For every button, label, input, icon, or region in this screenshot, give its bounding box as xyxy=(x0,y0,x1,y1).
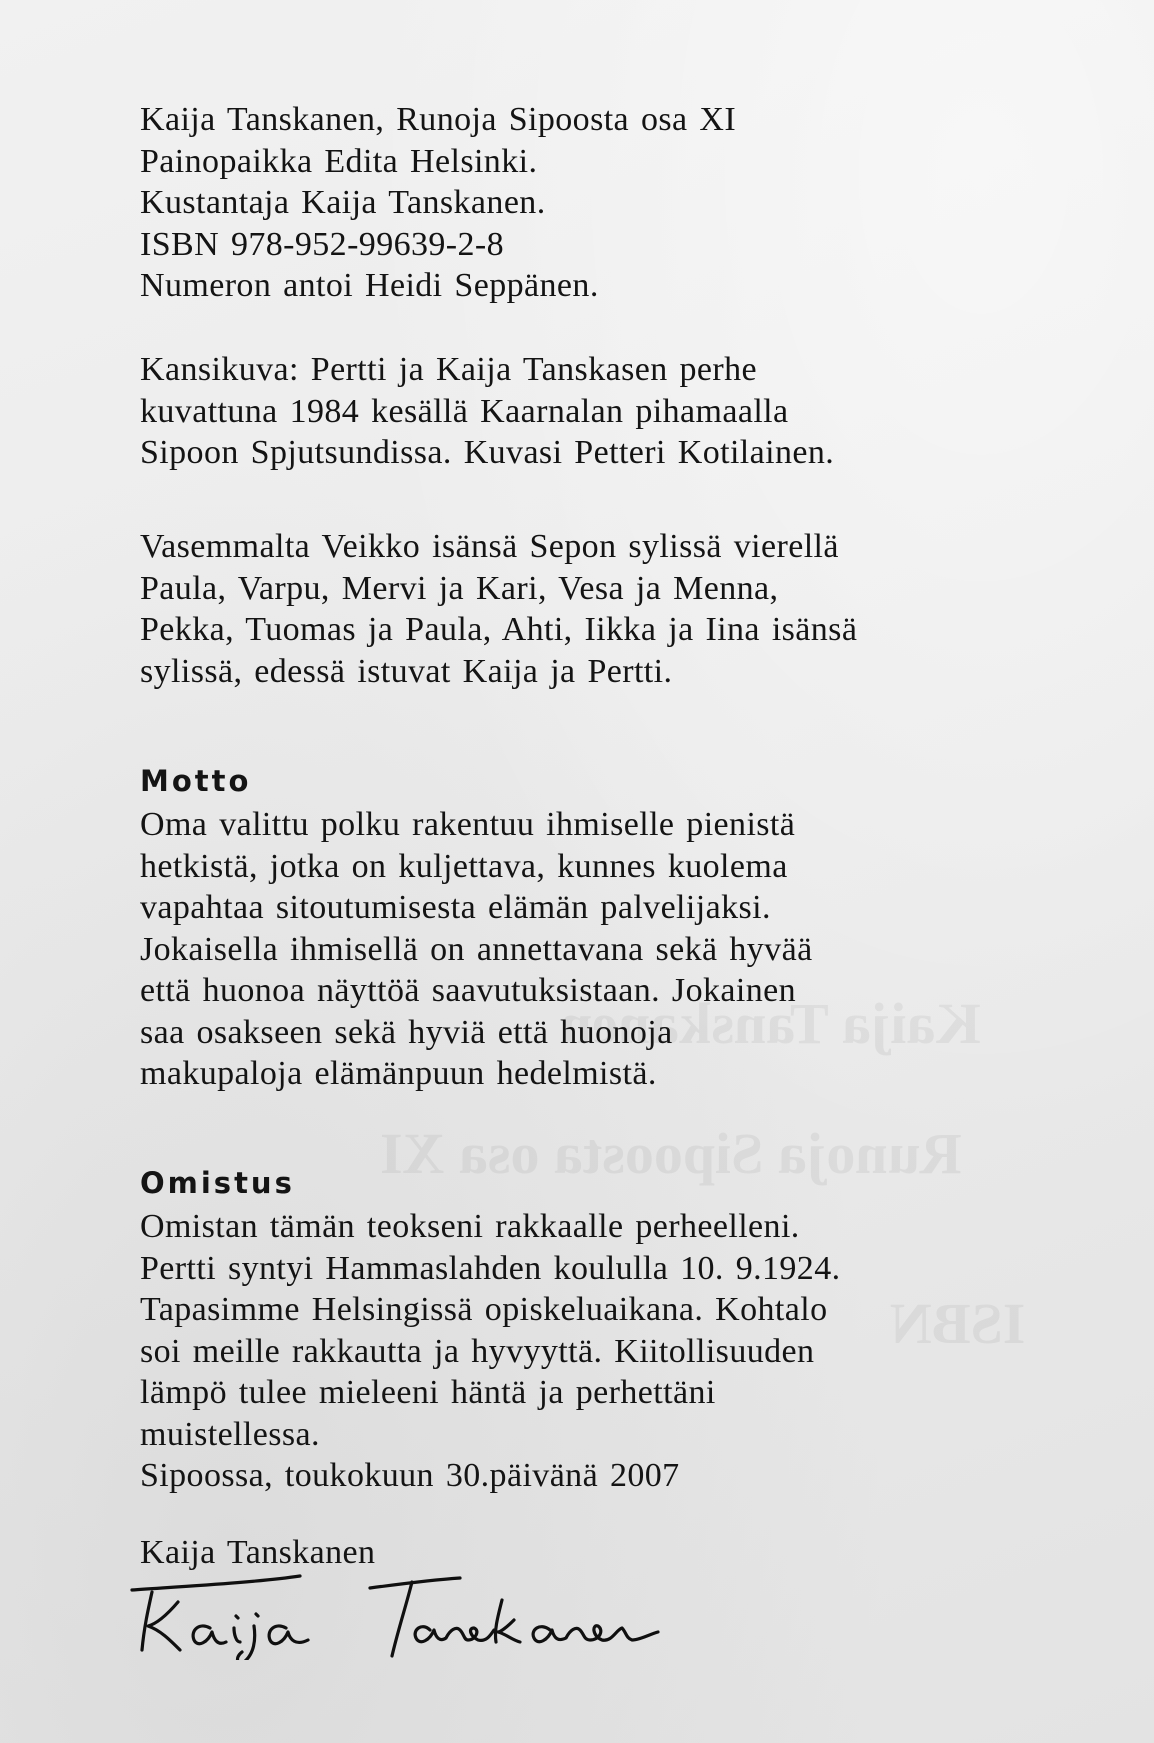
dedication-heading: Omistus xyxy=(140,1166,295,1200)
show-through-title: Kaija Tanskanen xyxy=(560,991,981,1056)
motto-line: Jokaisella ihmisellä on annettavana sekä hyvää xyxy=(140,930,813,968)
author-name-text: Kaija Tanskanen xyxy=(140,1534,376,1571)
cover-caption-block xyxy=(140,349,1040,474)
motto-line: vapahtaa sitoutumisesta elämän palvelijaksi. xyxy=(140,889,771,926)
imprint-line: Painopaikka Edita Helsinki. xyxy=(140,142,538,180)
dedication-line: Sipoossa, toukokuun 30.päivänä 2007 xyxy=(140,1457,680,1494)
cover-caption-line: kuvattuna 1984 kesällä Kaarnalan pihamaalla xyxy=(140,392,789,430)
signature-image xyxy=(130,1570,730,1660)
imprint-line: Kaija Tanskanen, Runoja Sipoosta osa XI xyxy=(140,101,737,138)
dedication-line: soi meille rakkautta ja hyvyyttä. Kiitollisuuden xyxy=(140,1332,815,1370)
motto-block xyxy=(140,804,1040,1095)
motto-line: makupaloja elämänpuun hedelmistä. xyxy=(140,1055,657,1092)
people-block xyxy=(140,526,1040,692)
motto-heading: Motto xyxy=(140,764,252,798)
motto-line: hetkistä, jotka on kuljettava, kunnes kuolema xyxy=(140,847,788,885)
people-line: Pekka, Tuomas ja Paula, Ahti, Iikka ja Iina isänsä xyxy=(140,611,858,648)
dedication-line: Pertti syntyi Hammaslahden koululla 10. 9.1924. xyxy=(140,1249,841,1287)
dedication-line: muistellessa. xyxy=(140,1415,320,1453)
cover-caption-line: Kansikuva: Pertti ja Kaija Tanskasen perhe xyxy=(140,351,758,388)
imprint-line: ISBN 978-952-99639-2-8 xyxy=(140,225,505,263)
dedication-line: lämpö tulee mieleeni häntä ja perhettäni xyxy=(140,1374,716,1411)
people-line: Paula, Varpu, Mervi ja Kari, Vesa ja Menna, xyxy=(140,569,779,607)
cover-caption-line: Sipoon Spjutsundissa. Kuvasi Petteri Kotilainen. xyxy=(140,434,835,471)
people-line: Vasemmalta Veikko isänsä Sepon sylissä vierellä xyxy=(140,528,839,565)
imprint-line: Kustantaja Kaija Tanskanen. xyxy=(140,184,546,221)
author-name xyxy=(140,1532,1040,1574)
show-through-subtitle: Runoja Sipoosta osa XI xyxy=(380,1121,962,1186)
motto-line: että huonoa näyttöä saavutuksistaan. Jokainen xyxy=(140,972,796,1009)
imprint-line: Numeron antoi Heidi Seppänen. xyxy=(140,267,599,304)
dedication-line: Tapasimme Helsingissä opiskeluaikana. Kohtalo xyxy=(140,1291,828,1328)
motto-line: Oma valittu polku rakentuu ihmiselle pienistä xyxy=(140,806,796,843)
people-line: sylissä, edessä istuvat Kaija ja Pertti. xyxy=(140,652,673,690)
show-through-isbn: ISBN xyxy=(890,1291,1026,1356)
imprint-block xyxy=(140,99,1040,307)
dedication-block xyxy=(140,1206,1040,1497)
dedication-line: Omistan tämän teokseni rakkaalle perheelleni. xyxy=(140,1208,800,1245)
motto-line: saa osakseen sekä hyviä että huonoja xyxy=(140,1013,673,1051)
